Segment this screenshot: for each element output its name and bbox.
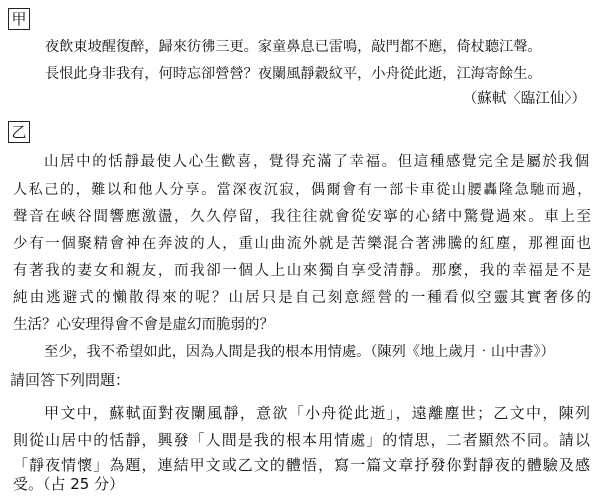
passage-b-line-3: 聲音在峽谷間響應激盪，久久停留，我往往就會從安寧的心緒中驚覺過來。車上至 (13, 209, 591, 225)
question-prompt: 請回答下列問題： (10, 371, 131, 389)
question-line-3: 「靜夜情懷」為題，連結甲文或乙文的體悟，寫一篇文章抒發你對靜夜的體驗及感 (13, 456, 590, 474)
question-line-1: 甲文中，蘇軾面對夜闌風靜，意欲「小舟從此逝」，遠離塵世；乙文中，陳列 (44, 404, 590, 422)
passage-a-label: 甲 (8, 8, 30, 30)
passage-b-line-4: 少有一個聚精會神在奔波的人，重山曲流外就是苦樂混合著沸騰的紅塵，那裡面也 (13, 236, 591, 252)
question-line-2: 則從山居中的恬靜，興發「人間是我的根本用情處」的情思，二者顯然不同。請以 (13, 431, 590, 449)
passage-a-line-1: 夜飲東坡醒復醉，歸來彷彿三更。家童鼻息已雷鳴，敲門都不應，倚杖聽江聲。 (45, 39, 542, 55)
passage-b-label: 乙 (8, 121, 30, 143)
passage-b-line-6: 純由逃避式的懶散得來的呢？山居只是自己刻意經營的一種看似空靈其實奢侈的 (13, 290, 591, 306)
passage-a-line-2: 長恨此身非我有，何時忘卻營營？夜闌風靜縠紋平，小舟從此逝，江海寄餘生。 (45, 66, 542, 82)
passage-b-line-5: 有著我的妻女和親友，而我卻一個人上山來獨自享受清靜。那麼，我的幸福是不是 (13, 263, 591, 279)
passage-b-line-1: 山居中的恬靜最使人心生歡喜，覺得充滿了幸福。但這種感覺完全是屬於我個 (44, 154, 589, 170)
question-line-4: 受。（占 25 分） (13, 475, 125, 493)
passage-b-line-2: 人私己的，難以和他人分享。當深夜沉寂，偶爾會有一部卡車從山腰轟隆急馳而過， (13, 182, 591, 198)
passage-a-source: （蘇軾〈臨江仙〉） (462, 91, 586, 107)
passage-b-line-7: 生活？心安理得會不會是虛幻而脆弱的？ (13, 317, 274, 333)
passage-b-line-8: 至少，我不希望如此，因為人間是我的根本用情處。（陳列《地上歲月‧山中書》） (44, 344, 555, 360)
